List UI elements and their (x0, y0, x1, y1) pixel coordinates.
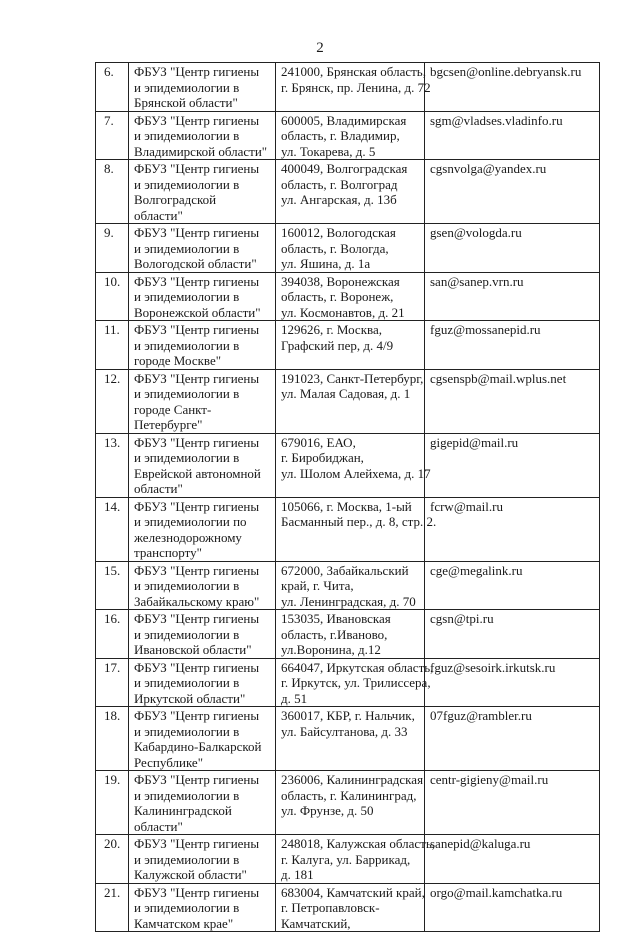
organization-name-line: области" (134, 481, 183, 496)
organization-name-line: Владимирской области" (134, 143, 268, 159)
organization-name-line: Брянской области" (134, 95, 238, 110)
organization-address (276, 369, 425, 433)
organization-name-line: и эпидемиологии в (134, 675, 240, 690)
organization-address-line: ул. Байсултанова, д. 33 (281, 723, 408, 739)
organization-name-line: ФБУЗ "Центр гигиены (134, 772, 260, 787)
organization-name-line: транспорту" (134, 545, 202, 560)
organization-address-line: 236006, Калининградская (281, 772, 424, 787)
organization-name-line: и эпидемиологии в (134, 723, 240, 739)
organization-address-line: ул.Воронина, д.12 (281, 642, 381, 657)
organization-name-line: ФБУЗ "Центр гигиены (134, 322, 260, 337)
organization-name-line: области" (134, 207, 183, 223)
table-row (96, 224, 600, 273)
table-row (96, 561, 600, 610)
organization-name-line: Кабардино-Балкарской (134, 739, 262, 754)
organization-email: gsen@vologda.ru (425, 224, 600, 273)
organization-address (276, 771, 425, 835)
organization-address-line: 664047, Иркутская область, (281, 659, 434, 675)
organization-name-line: и эпидемиологии в (134, 289, 240, 304)
table-body (96, 63, 600, 932)
row-number: 20. (96, 835, 129, 884)
organization-address (276, 433, 431, 497)
organization-address-line: 248018, Калужская область, (281, 836, 436, 851)
organization-address-line: г. Иркутск, ул. Трилиссера, (281, 675, 431, 690)
organization-address-line: г. Брянск, пр. Ленина, д. 72 (281, 79, 431, 95)
table-row (96, 160, 600, 224)
organization-name-line: и эпидемиологии в (134, 787, 240, 803)
page-number: 2 (316, 40, 324, 56)
organization-name-line: Республике" (134, 754, 204, 770)
organization-address-line: область, г. Волгоград (281, 176, 398, 192)
table-row (96, 63, 600, 112)
row-number: 8. (96, 160, 129, 224)
organization-address-line: 360017, КБР, г. Нальчик, (281, 708, 415, 723)
table-row (96, 610, 600, 659)
organization-name-line: железнодорожному (134, 529, 242, 545)
organization-email: cge@megalink.ru (425, 561, 600, 610)
organization-name-line: Калининградской (134, 803, 232, 818)
organization-address-line: ул. Шолом Алейхема, д. 17 (281, 465, 431, 481)
organization-email: cgsnvolga@yandex.ru (425, 160, 600, 224)
organization-name (129, 272, 276, 321)
row-number: 14. (96, 497, 129, 561)
organization-email: fcrw@mail.ru (425, 497, 600, 561)
organization-address-line: д. 181 (281, 867, 314, 882)
organization-address-line: ул. Яшина, д. 1а (281, 256, 371, 271)
organization-name-line: ФБУЗ "Центр гигиены (134, 64, 260, 79)
organization-name-line: и эпидемиологии в (134, 337, 240, 353)
row-number: 18. (96, 707, 129, 771)
organization-name (129, 63, 276, 112)
organization-address-line: Графский пер, д. 4/9 (281, 337, 394, 353)
row-number: 9. (96, 224, 129, 273)
organization-name-line: ФБУЗ "Центр гигиены (134, 273, 260, 289)
organization-address-line: край, г. Чита, (281, 578, 354, 593)
organization-address-line: ул. Фрунзе, д. 50 (281, 803, 374, 818)
organization-name-line: Иркутской области" (134, 690, 246, 706)
row-number: 17. (96, 658, 129, 707)
organization-address-line: область, г. Владимир, (281, 128, 400, 143)
organization-name-line: ФБУЗ "Центр гигиены (134, 611, 260, 626)
organization-address-line: 400049, Волгоградская (281, 161, 408, 176)
organization-address (276, 160, 425, 224)
organization-name-line: и эпидемиологии по (134, 514, 247, 529)
organization-name-line: Камчатском крае" (134, 915, 234, 931)
organization-email: orgo@mail.kamchatka.ru (425, 883, 600, 932)
table-row (96, 497, 600, 561)
organization-name-line: Вологодской области" (134, 256, 257, 271)
table-row (96, 111, 600, 160)
organization-name (129, 369, 276, 433)
organization-name-line: Калужской области" (134, 867, 247, 882)
organization-name-line: ФБУЗ "Центр гигиены (134, 498, 260, 514)
row-number: 13. (96, 433, 129, 497)
organization-address (276, 272, 425, 321)
organization-name-line: ФБУЗ "Центр гигиены (134, 708, 260, 723)
organization-address-line: 129626, г. Москва, (281, 322, 382, 337)
organization-address-line: г. Калуга, ул. Баррикад, (281, 851, 411, 867)
row-number: 10. (96, 272, 129, 321)
organization-email: centr-gigieny@mail.ru (425, 771, 600, 835)
organization-email: san@sanep.vrn.ru (425, 272, 600, 321)
organization-name (129, 111, 276, 160)
organization-address (276, 835, 436, 884)
organization-address-line: 160012, Вологодская (281, 225, 396, 240)
row-number: 15. (96, 561, 129, 610)
organization-address-line: д. 51 (281, 690, 308, 706)
organization-address-line: Басманный пер., д. 8, стр. 2. (281, 514, 437, 529)
organization-address (276, 497, 437, 561)
organization-address (276, 883, 425, 932)
organization-name (129, 883, 276, 932)
table-row (96, 272, 600, 321)
row-number: 16. (96, 610, 129, 659)
organization-name-line: ФБУЗ "Центр гигиены (134, 225, 260, 240)
organization-address (276, 561, 425, 610)
organizations-table (95, 62, 600, 932)
row-number: 21. (96, 883, 129, 932)
organization-address (276, 707, 425, 771)
organization-address-line: г. Петропавловск- (281, 900, 380, 915)
organization-name-line: Забайкальскому краю" (134, 593, 260, 609)
organization-name (129, 224, 276, 273)
organization-address-line: 153035, Ивановская (281, 611, 391, 626)
organization-address-line: 191023, Санкт-Петербург, (281, 370, 424, 386)
organization-email: fguz@sesoirk.irkutsk.ru (425, 658, 600, 707)
organization-name-line: и эпидемиологии в (134, 851, 240, 867)
organization-address-line: ул. Ангарская, д. 13б (281, 192, 397, 207)
organization-email: cgsn@tpi.ru (425, 610, 600, 659)
organization-name (129, 610, 276, 659)
organization-address-line: г. Биробиджан, (281, 450, 364, 465)
organization-email: 07fguz@rambler.ru (425, 707, 600, 771)
organization-name (129, 771, 276, 835)
organization-address-line: Камчатский, (281, 915, 351, 931)
organization-address-line: 241000, Брянская область, (281, 64, 426, 79)
organization-address-line: 600005, Владимирская (281, 112, 407, 128)
organization-address (276, 111, 425, 160)
row-number: 11. (96, 321, 129, 370)
row-number: 7. (96, 111, 129, 160)
organization-name (129, 160, 276, 224)
organization-address (276, 321, 425, 370)
organization-address-line: ул. Малая Садовая, д. 1 (281, 386, 411, 401)
organization-name (129, 497, 276, 561)
organization-name-line: и эпидемиологии в (134, 386, 240, 401)
organization-address-line: область, г.Иваново, (281, 626, 388, 642)
organization-name-line: и эпидемиологии в (134, 128, 240, 143)
organization-address (276, 224, 425, 273)
organization-address-line: 394038, Воронежская (281, 273, 400, 289)
organization-address-line: ул. Токарева, д. 5 (281, 143, 376, 159)
organization-name-line: и эпидемиологии в (134, 176, 240, 192)
organization-name-line: области" (134, 818, 183, 834)
table-row (96, 321, 600, 370)
organization-address-line: область, г. Вологда, (281, 240, 389, 256)
organization-name-line: городе Санкт- (134, 401, 212, 417)
organization-email: sgm@vladses.vladinfo.ru (425, 111, 600, 160)
organization-address (276, 610, 425, 659)
organization-name-line: и эпидемиологии в (134, 450, 240, 465)
organization-address-line: 672000, Забайкальский (281, 562, 409, 578)
organization-address-line: 679016, ЕАО, (281, 434, 356, 450)
organization-name (129, 321, 276, 370)
organization-name-line: и эпидемиологии в (134, 240, 240, 256)
organization-name-line: и эпидемиологии в (134, 626, 240, 642)
row-number: 19. (96, 771, 129, 835)
organization-address-line: область, г. Воронеж, (281, 289, 394, 304)
organization-name-line: городе Москве" (134, 353, 222, 368)
organization-name-line: ФБУЗ "Центр гигиены (134, 884, 260, 900)
organization-name-line: ФБУЗ "Центр гигиены (134, 562, 260, 578)
row-number: 6. (96, 63, 129, 112)
organization-address-line: ул. Ленинградская, д. 70 (281, 593, 416, 609)
organization-name-line: ФБУЗ "Центр гигиены (134, 112, 260, 128)
organization-name-line: и эпидемиологии в (134, 79, 240, 95)
organization-name-line: и эпидемиологии в (134, 900, 240, 915)
organization-email: bgcsen@online.debryansk.ru (425, 63, 600, 112)
table-row (96, 369, 600, 433)
organization-name-line: Ивановской области" (134, 642, 252, 657)
organization-name-line: ФБУЗ "Центр гигиены (134, 161, 260, 176)
organization-name-line: ФБУЗ "Центр гигиены (134, 434, 260, 450)
organization-name-line: Петербурге" (134, 417, 203, 432)
organization-name-line: и эпидемиологии в (134, 578, 240, 593)
organization-name-line: Еврейской автономной (134, 465, 261, 481)
organization-address-line: 105066, г. Москва, 1-ый (281, 498, 412, 514)
organization-name-line: ФБУЗ "Центр гигиены (134, 659, 260, 675)
table-row (96, 707, 600, 771)
organization-email: gigepid@mail.ru (425, 433, 600, 497)
table-row (96, 835, 600, 884)
organization-name (129, 561, 276, 610)
table-row (96, 883, 600, 932)
organization-email: fguz@mossanepid.ru (425, 321, 600, 370)
organization-email: cgsenspb@mail.wplus.net (425, 369, 600, 433)
table-row (96, 658, 600, 707)
organization-name (129, 433, 276, 497)
organization-name-line: Воронежской области" (134, 304, 261, 320)
table-row (96, 771, 600, 835)
organization-address (276, 658, 434, 707)
organization-address-line: 683004, Камчатский край, (281, 884, 425, 900)
organization-name-line: ФБУЗ "Центр гигиены (134, 836, 260, 851)
organization-name (129, 835, 276, 884)
organization-email: sanepid@kaluga.ru (425, 835, 600, 884)
organization-address-line: область, г. Калининград, (281, 787, 417, 803)
row-number: 12. (96, 369, 129, 433)
organization-name-line: ФБУЗ "Центр гигиены (134, 370, 260, 386)
organization-address-line: ул. Космонавтов, д. 21 (281, 304, 405, 320)
organization-name (129, 707, 276, 771)
organization-name (129, 658, 276, 707)
organization-name-line: Волгоградской (134, 192, 217, 207)
organization-address (276, 63, 431, 112)
table-row (96, 433, 600, 497)
